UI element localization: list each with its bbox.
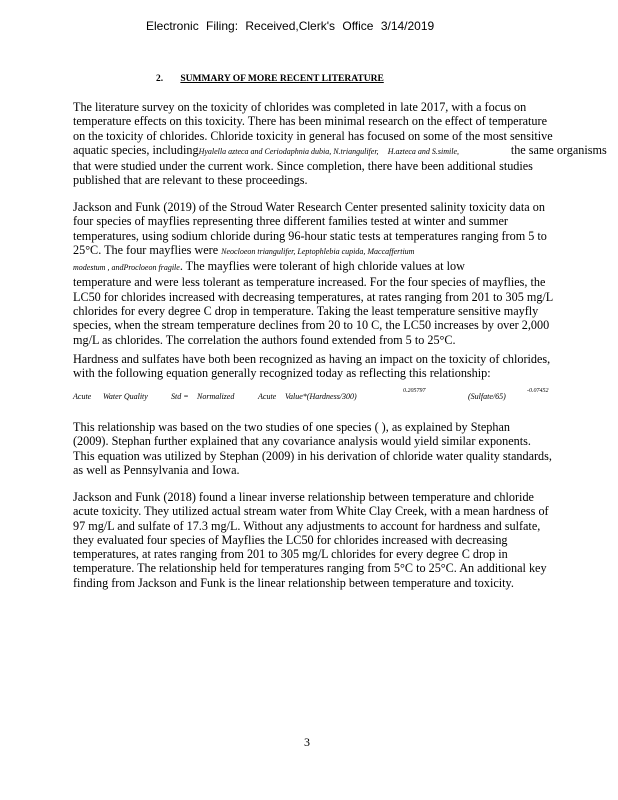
text-line: The literature survey on the toxicity of chlorides was completed in late 2017, with a focus on	[73, 100, 527, 114]
equation-exponent: -0.07452	[527, 388, 549, 394]
text-line: Jackson and Funk (2018) found a linear inverse relationship between temperature and chloride	[73, 490, 534, 504]
equation-term: Normalized	[197, 392, 235, 401]
text-line: temperature and were less tolerant as temperature increased. For the four species of mayflies, the	[73, 275, 546, 290]
text-line: mg/L as chlorides. The correlation the authors found extended from 5 to 25°C.	[73, 332, 456, 347]
equation-term: Water Quality	[103, 392, 148, 401]
page-number: 3	[304, 735, 310, 749]
text-line: on the toxicity of chlorides. Chloride toxicity in general has focused on some of the most sensitive	[73, 128, 553, 143]
section-title: SUMMARY OF MORE RECENT LITERATURE	[180, 74, 384, 84]
paragraph-4	[73, 420, 607, 477]
text-line: This equation was utilized by Stephan (2009) in his derivation of chloride water quality standards,	[73, 448, 552, 463]
text-line: This relationship was based on the two studies of one species ( ), as explained by Stephan	[73, 420, 510, 434]
filing-header: Electronic Filing: Received,Clerk's Office 3/14/2019	[146, 19, 435, 33]
text-line: 25°C. The four mayflies were Neocloeon triangulifer, Leptophlebia cupida, Maccaffertium	[73, 242, 415, 257]
text-line: temperature effects on this toxicity. There has been minimal research on the effect of temperature	[73, 114, 547, 129]
equation-term: Acute	[73, 392, 92, 401]
text-line: temperatures, using sodium chloride during 96-hour static tests at temperatures ranging from 5 to	[73, 228, 547, 243]
section-heading	[156, 74, 484, 84]
text-line: as well as Pennsylvania and Iowa.	[73, 462, 240, 477]
paragraph-2	[73, 200, 607, 347]
text-line: chlorides for every degree C drop in temperature. Taking the least temperature sensitive mayfly	[73, 304, 539, 319]
text-line: finding from Jackson and Funk is the linear relationship between temperature and toxicity.	[73, 575, 514, 590]
paragraph-3	[73, 352, 607, 381]
equation-term: Value*(Hardness/300)	[285, 392, 357, 401]
text-line: Hardness and sulfates have both been recognized as having an impact on the toxicity of chlorides,	[73, 352, 551, 366]
section-number: 2.	[156, 74, 164, 84]
text-line: acute toxicity. They utilized actual stream water from White Clay Creek, with a mean hardness of	[73, 504, 549, 519]
text-line: LC50 for chlorides increased with decreasing temperatures, at rates ranging from 201 to 305 mg/L	[73, 289, 554, 304]
paragraph-5	[73, 490, 607, 590]
text-line: published that are relevant to these proceedings.	[73, 173, 308, 188]
text-line: temperature. The relationship held for temperatures ranging from 5°C to 25°C. An additional key	[73, 561, 547, 576]
text-line: they evaluated four species of Mayflies the LC50 for chlorides increased with decreasing	[73, 532, 508, 547]
paragraph-1	[73, 100, 607, 188]
text-line: with the following equation generally recognized today as reflecting this relationship:	[73, 366, 491, 381]
equation-term: Std =	[171, 392, 189, 401]
text-line: (2009). Stephan further explained that any covariance analysis would yield similar exponents.	[73, 434, 531, 449]
equation-exponent: 0.205797	[403, 388, 426, 394]
equation-term: (Sulfate/65)	[468, 392, 506, 401]
text-line: temperatures, at rates ranging from 201 to 305 mg/L chlorides for every degree C drop in	[73, 547, 508, 562]
text-line: four species of mayflies representing three different families tested at winter and summer	[73, 214, 508, 229]
text-line: aquatic species, includingHyalella azteca and Ceriodaphnia dubia, N.triangulifer, H.azteca and S.simile, the same organisms	[73, 142, 607, 157]
text-line: Jackson and Funk (2019) of the Stroud Water Research Center presented salinity toxicity data on	[73, 200, 545, 214]
equation-term: Acute	[258, 392, 277, 401]
text-line: that were studied under the current work. Since completion, there have been additional studies	[73, 159, 533, 174]
text-line: modestum , andProcloeon fragile. The mayflies were tolerant of high chloride values at low	[73, 259, 465, 274]
text-line: 97 mg/L and sulfate of 17.3 mg/L. Without any adjustments to account for hardness and sulfate,	[73, 518, 541, 533]
text-line: species, when the stream temperature declines from 20 to 10 C, the LC50 increases by over 2,000	[73, 318, 550, 333]
